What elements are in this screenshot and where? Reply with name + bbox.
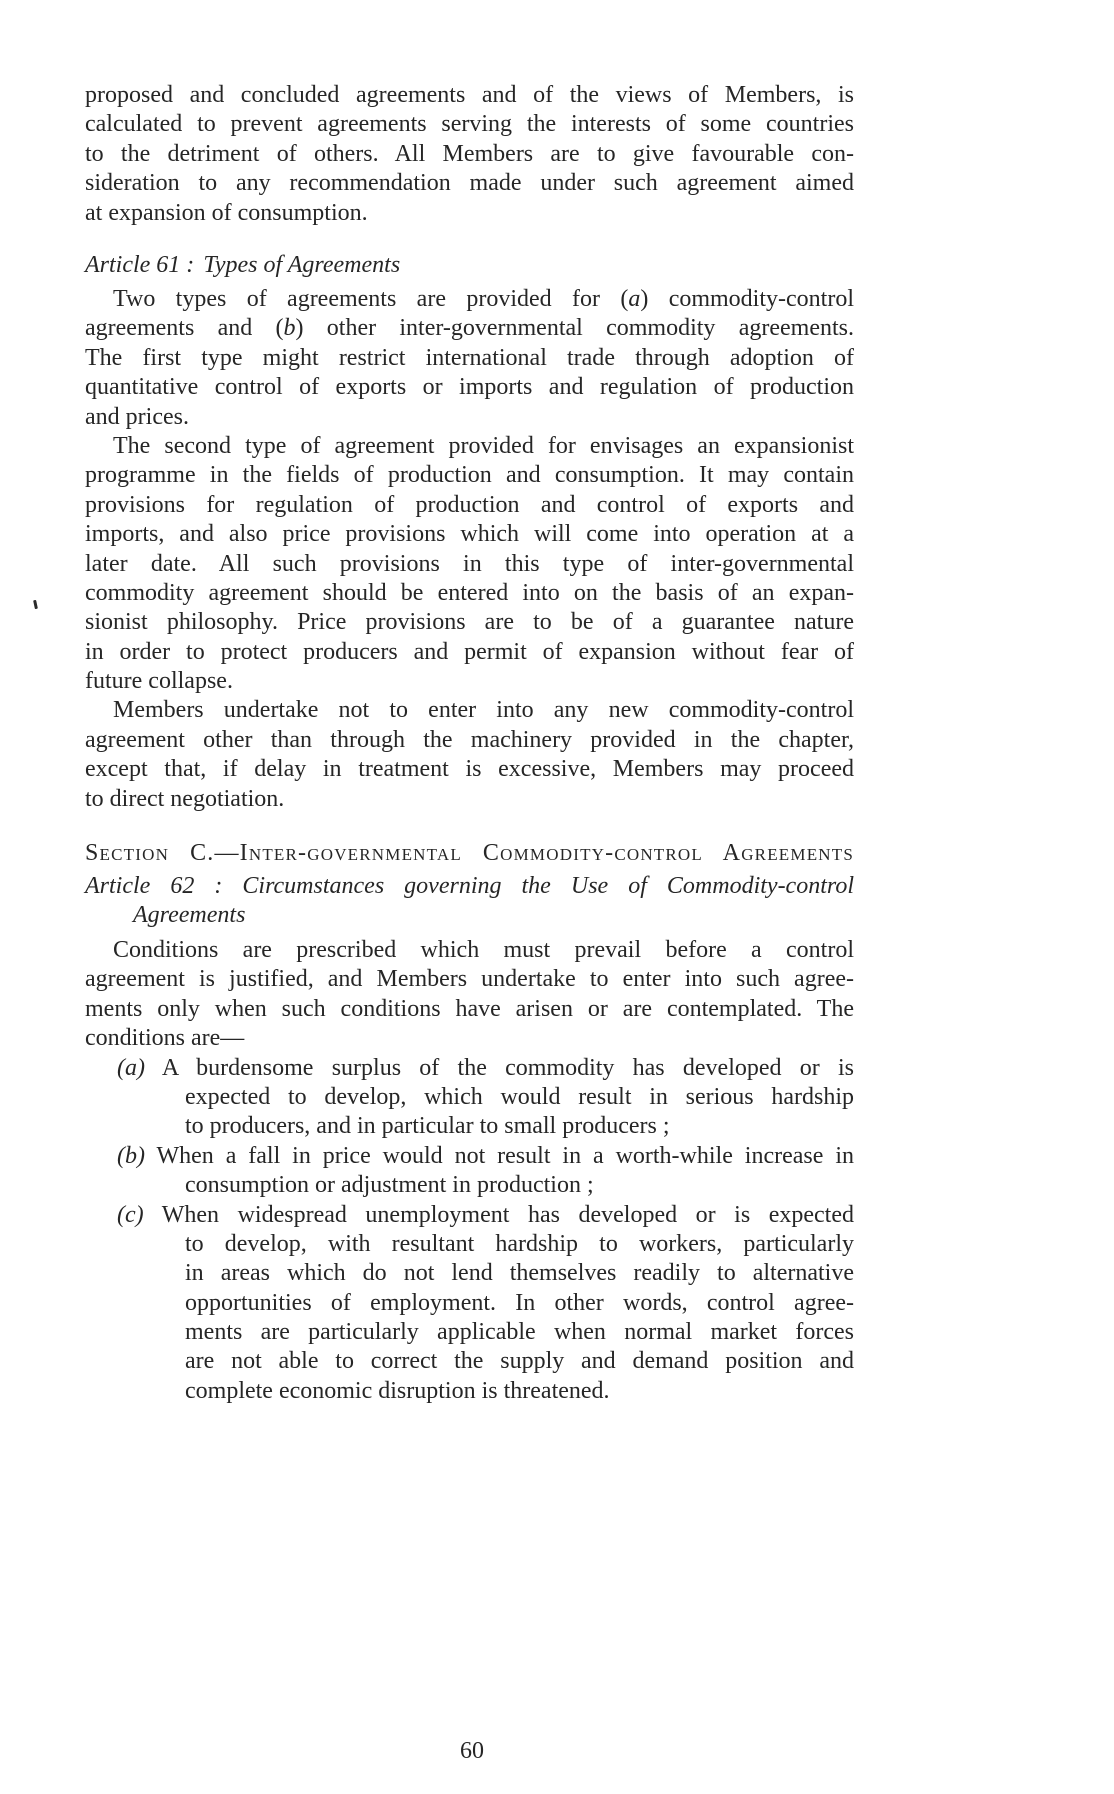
- text-line: provisions for regulation of production and control of exports and: [85, 491, 854, 518]
- text-line: to the detriment of others. All Members are to give favourable con-: [85, 140, 854, 167]
- list-item-text: When a fall in price would not result in a worth-while increase in: [156, 1142, 854, 1169]
- italic-letter: b: [283, 315, 296, 342]
- text-line: [85, 285, 854, 314]
- article-title: Types of Agreements: [203, 252, 401, 278]
- text-line: Members undertake not to enter into any new commodity-control: [113, 697, 854, 724]
- article-61-body: [85, 285, 854, 814]
- list-item-label: (a): [117, 1054, 145, 1081]
- paragraph: [85, 936, 854, 1054]
- text-line: imports, and also price provisions which will come into operation at a: [85, 521, 854, 548]
- text-line: ments only when such conditions have arisen or are contemplated. The: [85, 995, 854, 1022]
- text-line: ments are particularly applicable when normal market forces: [185, 1319, 854, 1346]
- text-line: expected to develop, which would result in serious hardship: [185, 1083, 854, 1110]
- italic-letter: a: [628, 286, 641, 312]
- list-item-label: (b): [117, 1142, 145, 1169]
- text-line: proposed and concluded agreements and of the views of Members, is: [85, 82, 854, 108]
- text-line: calculated to prevent agreements serving the interests of some countries: [85, 111, 854, 138]
- text-line: future collapse.: [85, 668, 233, 695]
- text-line: and prices.: [85, 403, 189, 430]
- text-line: [85, 314, 854, 343]
- list-item-label: (c): [117, 1201, 144, 1228]
- text-line: to direct negotiation.: [85, 785, 285, 812]
- heading-line: [85, 872, 854, 901]
- text-line: to develop, with resultant hardship to workers, particularly: [185, 1230, 854, 1257]
- text-line: are not able to correct the supply and demand position and: [185, 1348, 854, 1375]
- conditions-list: [85, 1054, 854, 1407]
- opening-paragraph: [85, 81, 854, 228]
- article-62-heading: [85, 872, 854, 931]
- text-line: agreement is justified, and Members undertake to enter into such agree-: [85, 966, 854, 993]
- text-segment: ) other inter-governmental commodity agreements.: [295, 315, 854, 342]
- text-line: opportunities of employment. In other words, control agree-: [185, 1289, 854, 1316]
- article-label: Article 61 :: [85, 252, 195, 278]
- text-line: The second type of agreement provided for envisages an expansionist: [113, 432, 854, 459]
- text-line: in order to protect producers and permit of expansion without fear of: [85, 638, 854, 665]
- list-item-first-line: [85, 1054, 854, 1083]
- text-line: The first type might restrict international trade through adoption of: [85, 344, 854, 371]
- text-line: sionist philosophy. Price provisions are to be of a guarantee nature: [85, 609, 854, 636]
- article-title: Circumstances governing the Use of Commodity-control: [242, 873, 854, 899]
- page-number: 60: [460, 1738, 484, 1764]
- heading-line: [85, 251, 854, 280]
- article-61-heading: [85, 251, 854, 280]
- scan-speck: [33, 600, 38, 609]
- text-line: consumption or adjustment in production ;: [185, 1172, 594, 1199]
- text-line: except that, if delay in treatment is excessive, Members may proceed: [85, 756, 854, 783]
- paragraph: [85, 432, 854, 697]
- list-item-first-line: [85, 1142, 854, 1171]
- text-line: in areas which do not lend themselves readily to alternative: [185, 1260, 854, 1287]
- text-line: complete economic disruption is threatened.: [185, 1377, 610, 1404]
- text-line: to producers, and in particular to small producers ;: [185, 1113, 670, 1140]
- text-segment: Two types of agreements are provided for (: [113, 286, 629, 312]
- text-line: commodity agreement should be entered into on the basis of an expan-: [85, 579, 854, 606]
- article-label: Article 62 :: [85, 873, 223, 899]
- list-item-first-line: [85, 1201, 854, 1230]
- text-line: at expansion of consumption.: [85, 199, 368, 226]
- text-segment: ) commodity-control: [640, 286, 854, 312]
- article-title-continued: Agreements: [133, 902, 246, 929]
- text-segment: agreements and (: [85, 315, 284, 342]
- paragraph: [85, 285, 854, 432]
- text-line: sideration to any recommendation made under such agreement aimed: [85, 170, 854, 197]
- text-line: quantitative control of exports or imports and regulation of production: [85, 374, 854, 401]
- list-item: [85, 1201, 854, 1407]
- list-item-text: When widespread unemployment has developed or is expected: [161, 1201, 854, 1228]
- section-heading: [85, 839, 854, 868]
- text-line: conditions are—: [85, 1025, 245, 1052]
- section-title: Section C.—Inter-governmental Commodity-control Agreements: [85, 840, 854, 866]
- text-line: agreement other than through the machinery provided in the chapter,: [85, 726, 854, 753]
- text-line: later date. All such provisions in this type of inter-governmental: [85, 550, 854, 577]
- text-line: Conditions are prescribed which must prevail before a control: [113, 937, 854, 963]
- article-62-body: [85, 936, 854, 1406]
- list-item-text: A burdensome surplus of the commodity has developed or is: [161, 1054, 854, 1081]
- list-item: [85, 1142, 854, 1201]
- paragraph: [85, 696, 854, 814]
- text-line: programme in the fields of production and consumption. It may contain: [85, 462, 854, 489]
- list-item: [85, 1054, 854, 1142]
